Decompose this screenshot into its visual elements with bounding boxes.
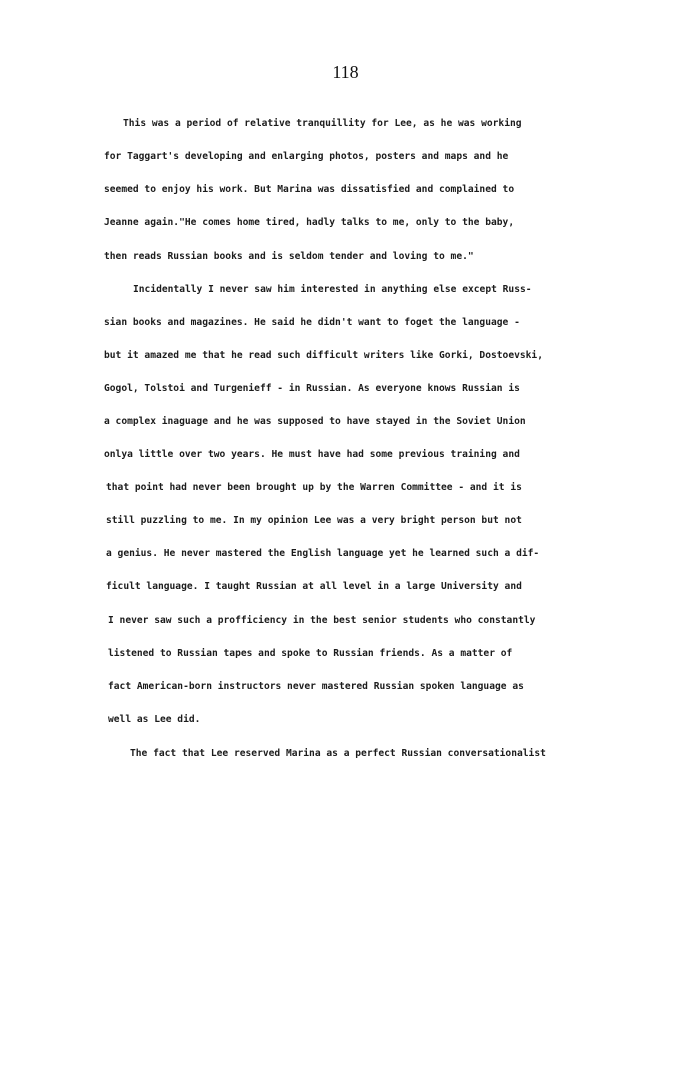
text-line: seemed to enjoy his work. But Marina was dissatisfied and complained to [104,184,515,195]
text-line: onlya little over two years. He must have had some previous training and [104,449,520,460]
text-line: listened to Russian tapes and spoke to Russian friends. As a matter of [108,648,513,659]
text-line: I never saw such a profficiency in the best senior students who constantly [108,615,536,626]
page-number: 118 [332,62,359,82]
text-line: that point had never been brought up by the Warren Committee - and it is [106,482,522,493]
text-line: for Taggart's developing and enlarging photos, posters and maps and he [104,151,509,162]
text-line: still puzzling to me. In my opinion Lee was a very bright person but not [106,515,522,526]
text-line: a complex inaguage and he was supposed to have stayed in the Soviet Union [104,416,526,427]
text-line: This was a period of relative tranquillity for Lee, as he was working [123,118,522,129]
text-line: but it amazed me that he read such difficult writers like Gorki, Dostoevski, [104,350,543,361]
text-line: Gogol, Tolstoi and Turgenieff - in Russian. As everyone knows Russian is [104,383,520,394]
text-line: ficult language. I taught Russian at all level in a large University and [106,581,522,592]
text-line: fact American-born instructors never mastered Russian spoken language as [108,681,524,692]
text-line: well as Lee did. [108,714,201,725]
text-line: sian books and magazines. He said he didn't want to foget the language - [104,317,520,328]
text-line: a genius. He never mastered the English language yet he learned such a dif- [106,548,540,559]
text-line: Incidentally I never saw him interested in anything else except Russ- [133,284,532,295]
text-line: Jeanne again."He comes home tired, hadly talks to me, only to the baby, [104,217,515,228]
text-line: then reads Russian books and is seldom tender and loving to me." [104,251,474,262]
text-line: The fact that Lee reserved Marina as a perfect Russian conversationalist [130,748,546,759]
